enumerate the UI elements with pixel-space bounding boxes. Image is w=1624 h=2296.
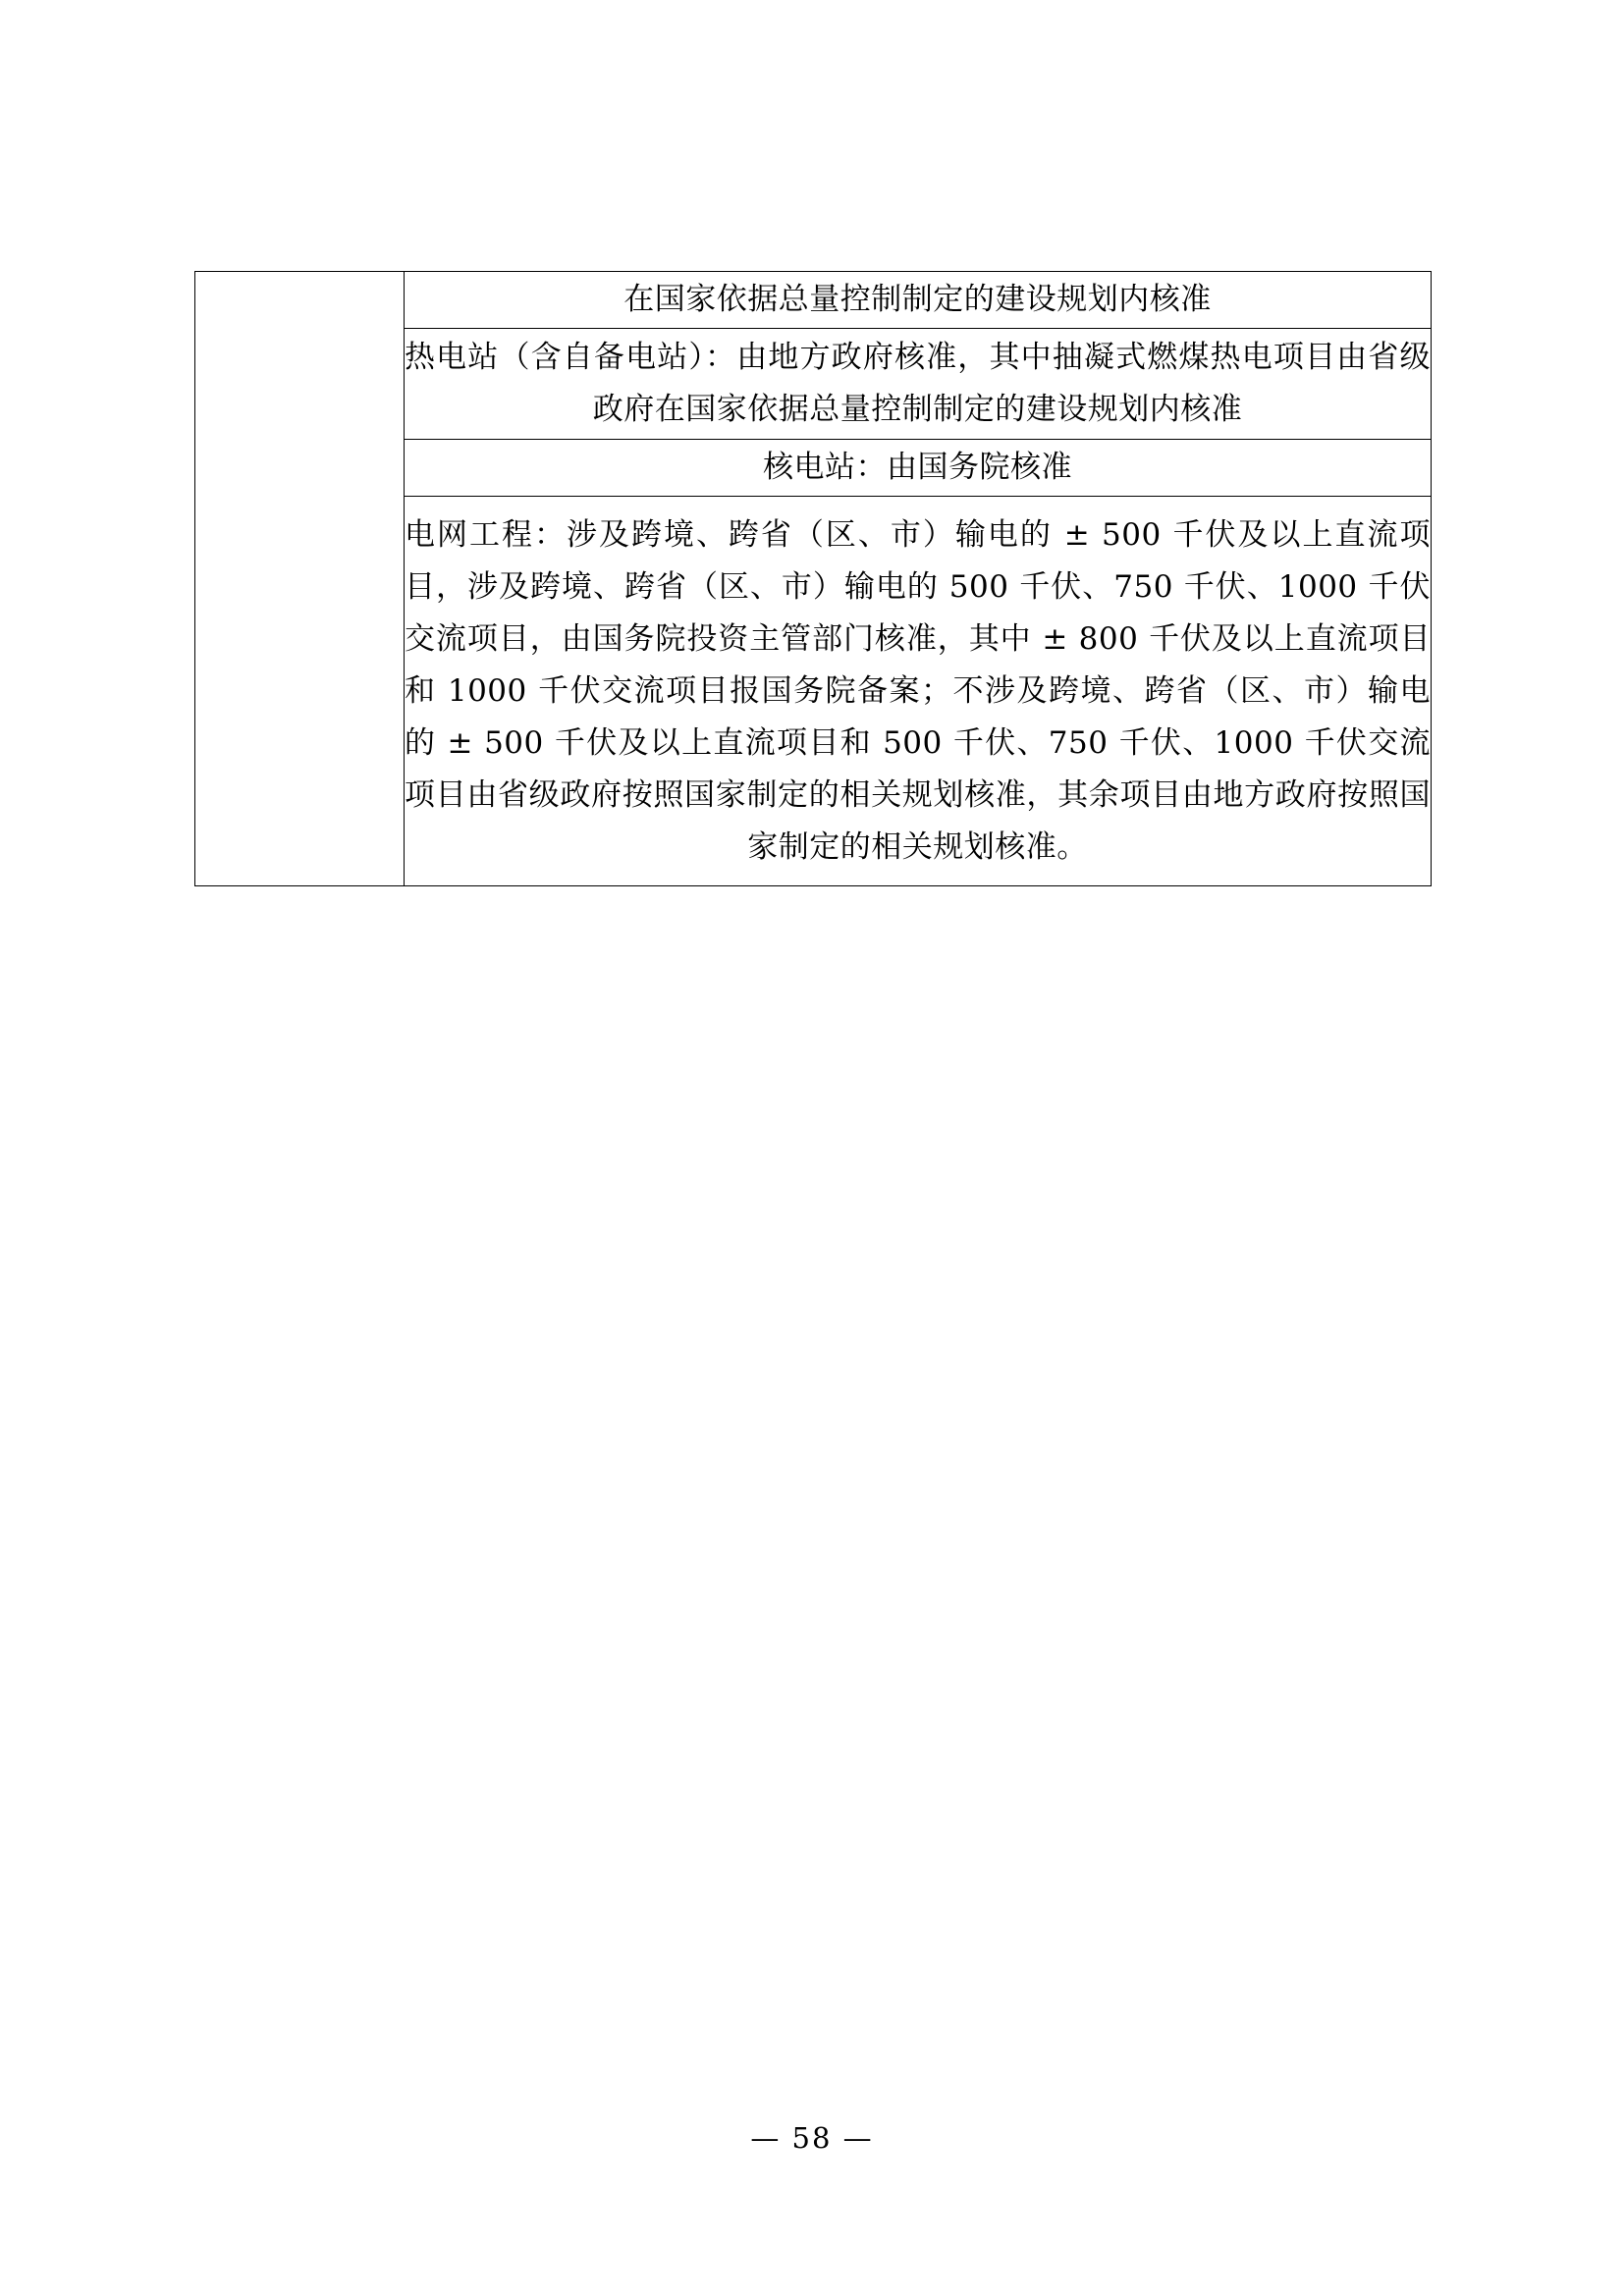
- table-cell-nuclear-power: 核电站：由国务院核准: [405, 440, 1432, 497]
- category-cell: [195, 272, 405, 886]
- table-cell-construction-plan: 在国家依据总量控制制定的建设规划内核准: [405, 272, 1432, 329]
- page-number: — 58 —: [750, 2121, 874, 2155]
- table-row: [195, 272, 1432, 329]
- table-cell-power-grid: 电网工程：涉及跨境、跨省（区、市）输电的 ± 500 千伏及以上直流项目，涉及跨境、跨省（区、市）输电的 500 千伏、750 千伏、1000 千伏交流项目，由国务院投资主管部门核准，其中 ± 800 千伏及以上直流项目和 1000 千伏交流项目报国务院备案；不涉及跨境、跨省（区、市）输电的 ± 500 千伏及以上直流项目和 500 千伏、750 千伏、1000 千伏交流项目由省级政府按照国家制定的相关规划核准，其余项目由地方政府按照国家制定的相关规划核准。: [405, 497, 1432, 886]
- table-cell-thermal-power: 热电站（含自备电站）：由地方政府核准，其中抽凝式燃煤热电项目由省级政府在国家依据总量控制制定的建设规划内核准: [405, 329, 1432, 440]
- approval-table: [194, 271, 1432, 886]
